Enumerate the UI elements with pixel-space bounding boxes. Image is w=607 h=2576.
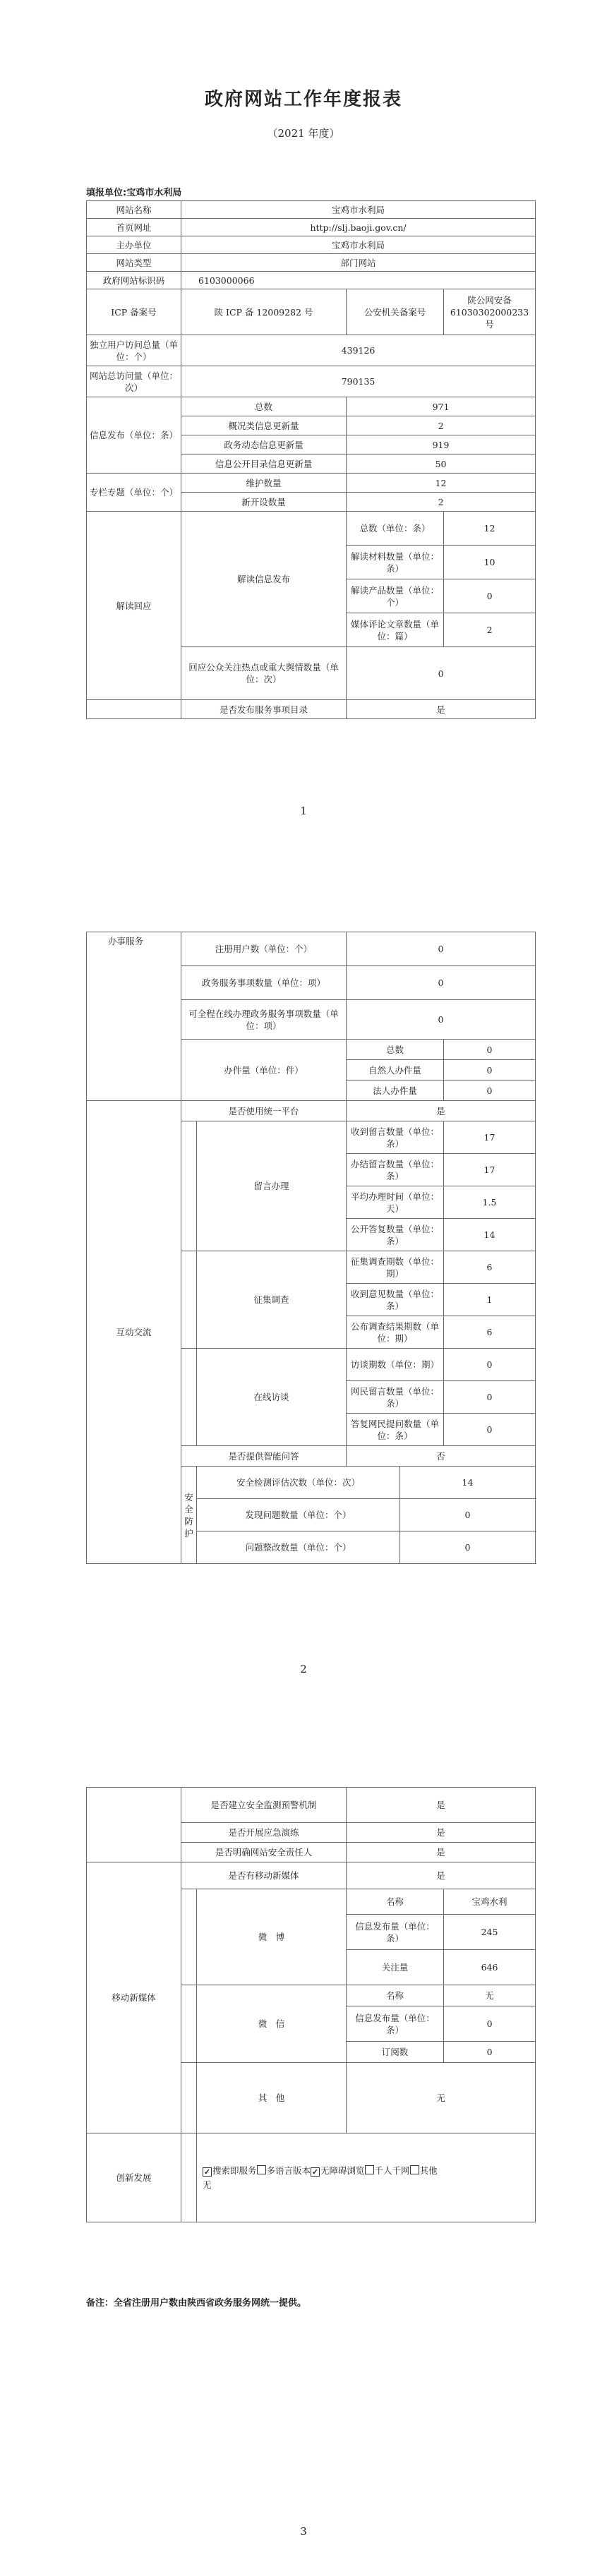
value-site-type: 部门网站 [181,254,536,272]
report-table-3 [86,1787,536,2222]
label-has-mobile: 是否有移动新媒体 [181,1862,347,1889]
label-info-catalog: 信息公开目录信息更新量 [181,455,347,474]
value-wx-pub: 0 [444,2006,536,2042]
label-interaction: 互动交流 [87,1101,181,1564]
value-sec-check: 14 [400,1467,536,1499]
label-message: 留言办理 [197,1121,347,1251]
label-survey-res: 公布调查结果期数（单位：期） [347,1316,444,1349]
value-items: 0 [347,966,536,1000]
label-survey: 征集调查 [197,1251,347,1349]
value-col-maintain: 12 [347,474,536,493]
page-title: 政府网站工作年度报表 [204,89,402,110]
label-owner: 主办单位 [87,236,181,254]
label-interp: 解读信息发布 [181,512,347,647]
value-svc-catalog: 是 [347,700,536,719]
label-home-url: 首页网址 [87,219,181,236]
value-wb-pub: 245 [444,1915,536,1950]
value-psb: 陕公网安备 61030302000233 号 [444,289,536,335]
value-handle-legal: 0 [444,1081,536,1101]
label-wx-pub: 信息发布量（单位：条） [347,2006,444,2042]
value-handle-total: 0 [444,1040,536,1060]
label-survey-op: 收到意见数量（单位：条） [347,1284,444,1316]
value-survey-op: 1 [444,1284,536,1316]
value-hot: 0 [347,647,536,700]
value-monitor: 是 [347,1788,536,1823]
label-msg-days: 平均办理时间（单位：天） [347,1186,444,1219]
value-qa: 否 [347,1446,536,1467]
option-personalized[interactable] [365,2165,410,2176]
option-search-service[interactable] [203,2165,257,2176]
value-msg-days: 1.5 [444,1186,536,1219]
value-survey-res: 6 [444,1316,536,1349]
label-unified: 是否使用统一平台 [181,1101,347,1121]
value-info-overview: 2 [347,416,536,435]
label-hot: 回应公众关注热点或重大舆情数量（单位：次） [181,647,347,700]
label-interp-material: 解读材料数量（单位：条） [347,546,444,579]
label-info-dynamic: 政务动态信息更新量 [181,435,347,455]
label-handle-legal: 法人办件量 [347,1081,444,1101]
label-site-type: 网站类型 [87,254,181,272]
option-accessibility[interactable] [311,2165,365,2176]
label-info-total: 总数 [181,397,347,416]
label-talk-n: 访谈期数（单位：期） [347,1349,444,1381]
label-sec-owner: 是否明确网站安全责任人 [181,1843,347,1862]
label-qa: 是否提供智能问答 [181,1446,347,1467]
checkbox-empty-icon[interactable] [257,2165,266,2174]
label-sec-fixed: 问题整改数量（单位：个） [197,1531,400,1564]
label-pv: 网站总访问量（单位：次） [87,366,181,397]
checkbox-empty-icon[interactable] [365,2165,374,2174]
page-number-2: 2 [300,1663,307,1675]
value-sec-owner: 是 [347,1843,536,1862]
label-info: 信息发布（单位：条） [87,397,181,474]
label-wb-name: 名称 [347,1889,444,1915]
value-online: 0 [347,1000,536,1040]
label-sec-found: 发现问题数量（单位：个） [197,1499,400,1531]
value-interp-media: 2 [444,613,536,647]
option-label: 其他 [419,2165,438,2176]
value-msg-pub: 14 [444,1219,536,1251]
page-number-1: 1 [300,805,307,817]
value-owner: 宝鸡市水利局 [181,236,536,254]
label-msg-recv: 收到留言数量（单位：条） [347,1121,444,1154]
report-table-2 [86,932,536,1564]
value-site-code: 6103000066 [181,272,536,289]
label-site-name: 网站名称 [87,201,181,219]
option-extra-text: 无 [203,2179,212,2190]
label-psb: 公安机关备案号 [347,289,444,335]
label-wechat: 微 信 [197,1985,347,2063]
value-info-catalog: 50 [347,455,536,474]
innovation-options [197,2133,536,2222]
value-interp-material: 10 [444,546,536,579]
label-security: 安全防护 [181,1467,197,1564]
label-wx-sub: 订阅数 [347,2042,444,2063]
value-pv: 790135 [181,366,536,397]
label-wb-fans: 关注量 [347,1950,444,1985]
checkbox-checked-icon[interactable]: ✓ [203,2167,211,2177]
label-handle: 办件量（单位：件） [181,1040,347,1101]
option-other[interactable] [410,2165,438,2176]
label-col-new: 新开设数量 [181,493,347,512]
label-wx-name: 名称 [347,1985,444,2006]
label-info-overview: 概况类信息更新量 [181,416,347,435]
value-uv: 439126 [181,335,536,366]
label-service: 办事服务 [87,932,181,1101]
value-col-new: 2 [347,493,536,512]
label-reg: 注册用户数（单位：个） [181,932,347,966]
value-icp: 陕 ICP 备 12009282 号 [181,289,347,335]
value-drill: 是 [347,1823,536,1843]
label-response: 解读回应 [87,512,181,700]
value-info-dynamic: 919 [347,435,536,455]
label-monitor: 是否建立安全监测预警机制 [181,1788,347,1823]
label-survey-n: 征集调查期数（单位：期） [347,1251,444,1284]
label-interp-media: 媒体评论文章数量（单位：篇） [347,613,444,647]
value-handle-person: 0 [444,1060,536,1081]
report-year: （2021 年度） [267,127,340,140]
label-msg-pub: 公开答复数量（单位：条） [347,1219,444,1251]
value-info-total: 971 [347,397,536,416]
label-talk: 在线访谈 [197,1349,347,1446]
value-wb-fans: 646 [444,1950,536,1985]
value-interp-total: 12 [444,512,536,546]
value-talk-ans: 0 [444,1414,536,1446]
value-sec-found: 0 [400,1499,536,1531]
option-label: 无障碍浏览 [320,2165,365,2176]
value-reg: 0 [347,932,536,966]
value-has-mobile: 是 [347,1862,536,1889]
label-innovation: 创新发展 [87,2133,181,2222]
value-msg-recv: 17 [444,1121,536,1154]
footnote: 备注：全省注册用户数由陕西省政务服务网统一提供。 [86,2298,307,2309]
option-label: 搜索即服务 [212,2165,257,2176]
label-col-maintain: 维护数量 [181,474,347,493]
option-label: 千人千网 [374,2165,410,2176]
checkbox-empty-icon[interactable] [410,2165,419,2174]
value-wx-name: 无 [444,1985,536,2006]
label-other: 其 他 [197,2063,347,2133]
value-home-url: http://slj.baoji.gov.cn/ [181,219,536,236]
label-handle-person: 自然人办件量 [347,1060,444,1081]
label-items: 政务服务事项数量（单位：项） [181,966,347,1000]
label-handle-total: 总数 [347,1040,444,1060]
option-multi-language[interactable] [257,2165,311,2176]
value-talk-msg: 0 [444,1381,536,1414]
value-wx-sub: 0 [444,2042,536,2063]
label-interp-product: 解读产品数量（单位：个） [347,579,444,613]
label-site-code: 政府网站标识码 [87,272,181,289]
value-wb-name: 宝鸡水利 [444,1889,536,1915]
filler-unit: 填报单位:宝鸡市水利局 [86,188,182,198]
label-column: 专栏专题（单位：个） [87,474,181,512]
value-interp-product: 0 [444,579,536,613]
label-drill: 是否开展应急演练 [181,1823,347,1843]
value-unified: 是 [347,1101,536,1121]
page-number-3: 3 [300,2525,307,2538]
option-label: 多语言版本 [266,2165,311,2176]
value-other: 无 [347,2063,536,2133]
label-icp: ICP 备案号 [87,289,181,335]
label-mobile: 移动新媒体 [87,1862,181,2133]
label-svc-catalog: 是否发布服务事项目录 [181,700,347,719]
value-survey-n: 6 [444,1251,536,1284]
label-online: 可全程在线办理政务服务事项数量（单位：项） [181,1000,347,1040]
label-sec-check: 安全检测评估次数（单位：次） [197,1467,400,1499]
checkbox-checked-icon[interactable]: ✓ [311,2167,319,2177]
label-talk-ans: 答复网民提问数量（单位：条） [347,1414,444,1446]
value-site-name: 宝鸡市水利局 [181,201,536,219]
value-talk-n: 0 [444,1349,536,1381]
label-msg-done: 办结留言数量（单位：条） [347,1154,444,1186]
label-weibo: 微 博 [197,1889,347,1985]
label-uv: 独立用户访问总量（单位：个） [87,335,181,366]
value-sec-fixed: 0 [400,1531,536,1564]
label-talk-msg: 网民留言数量（单位：条） [347,1381,444,1414]
label-wb-pub: 信息发布量（单位：条） [347,1915,444,1950]
label-interp-total: 总数（单位：条） [347,512,444,546]
value-msg-done: 17 [444,1154,536,1186]
report-table-1 [86,200,536,719]
